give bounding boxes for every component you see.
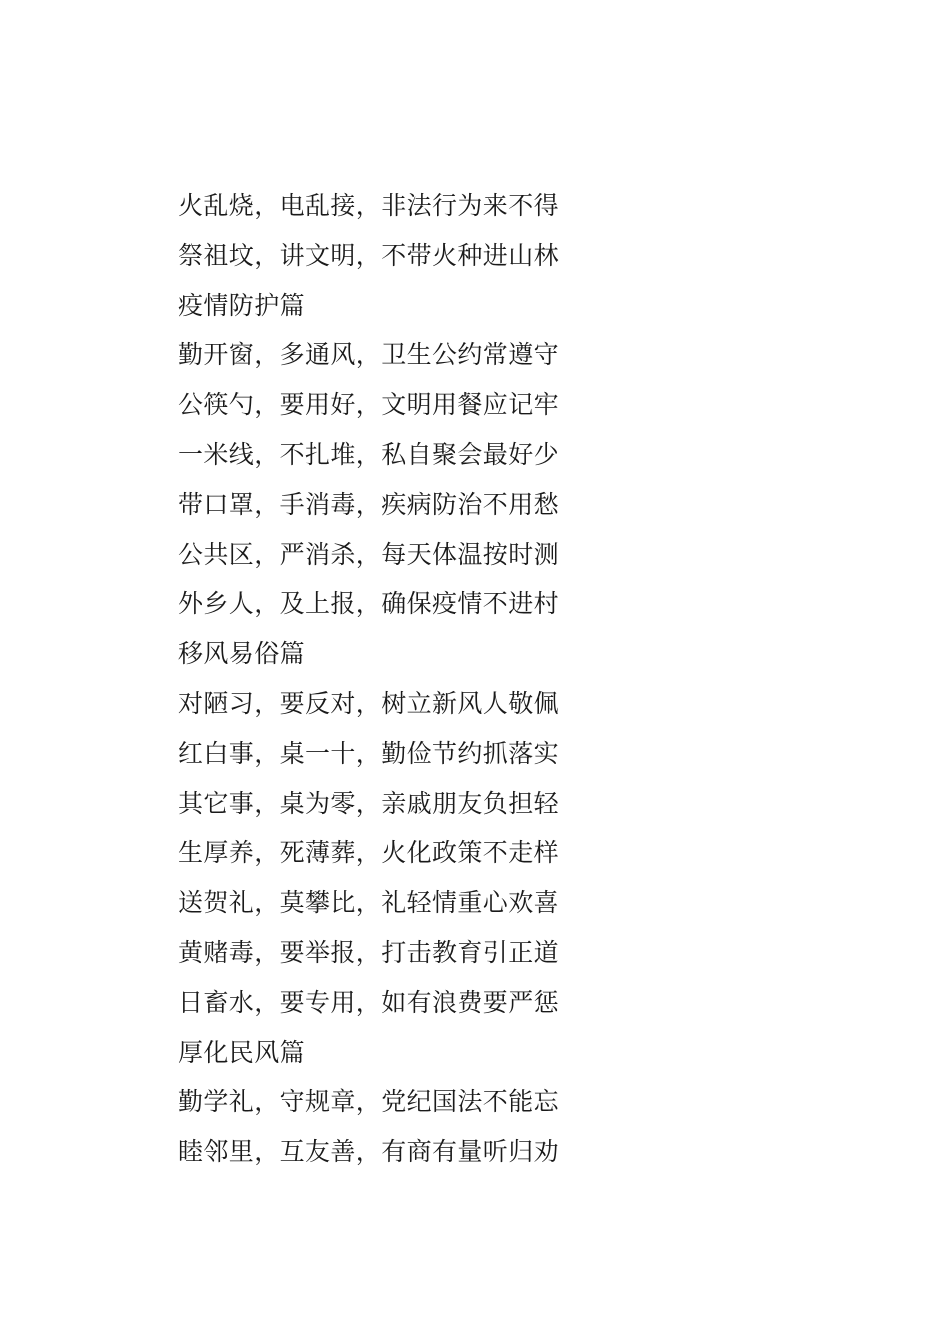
text-line: 公筷勺，要用好，文明用餐应记牢 <box>178 390 560 420</box>
text-line: 一米线，不扎堆，私自聚会最好少 <box>178 439 560 469</box>
text-line: 睦邻里，互友善，有商有量听归劝 <box>178 1137 560 1167</box>
text-line: 其它事，桌为零，亲戚朋友负担轻 <box>178 788 560 818</box>
text-line: 勤学礼，守规章，党纪国法不能忘 <box>178 1087 560 1117</box>
text-line: 黄赌毒，要举报，打击教育引正道 <box>178 937 560 967</box>
section-heading: 移风易俗篇 <box>178 639 306 669</box>
text-line: 祭祖坟，讲文明，不带火种进山林 <box>178 240 560 270</box>
text-line: 生厚养，死薄葬，火化政策不走样 <box>178 838 560 868</box>
section-heading: 疫情防护篇 <box>178 290 306 320</box>
section-heading: 厚化民风篇 <box>178 1037 306 1067</box>
text-line: 对陋习，要反对，树立新风人敬佩 <box>178 688 560 718</box>
text-line: 火乱烧，电乱接，非法行为来不得 <box>178 191 560 220</box>
text-line: 公共区，严消杀，每天体温按时测 <box>178 539 560 569</box>
text-line: 外乡人，及上报，确保疫情不进村 <box>178 589 560 619</box>
text-line: 送贺礼，莫攀比，礼轻情重心欢喜 <box>178 888 560 918</box>
poem-text-block <box>178 181 598 1177</box>
text-line: 日畜水，要专用，如有浪费要严惩 <box>178 987 560 1017</box>
text-line: 红白事，桌一十，勤俭节约抓落实 <box>178 738 560 768</box>
text-line: 勤开窗，多通风，卫生公约常遵守 <box>178 340 560 370</box>
text-line: 带口罩，手消毒，疾病防治不用愁 <box>178 489 560 519</box>
